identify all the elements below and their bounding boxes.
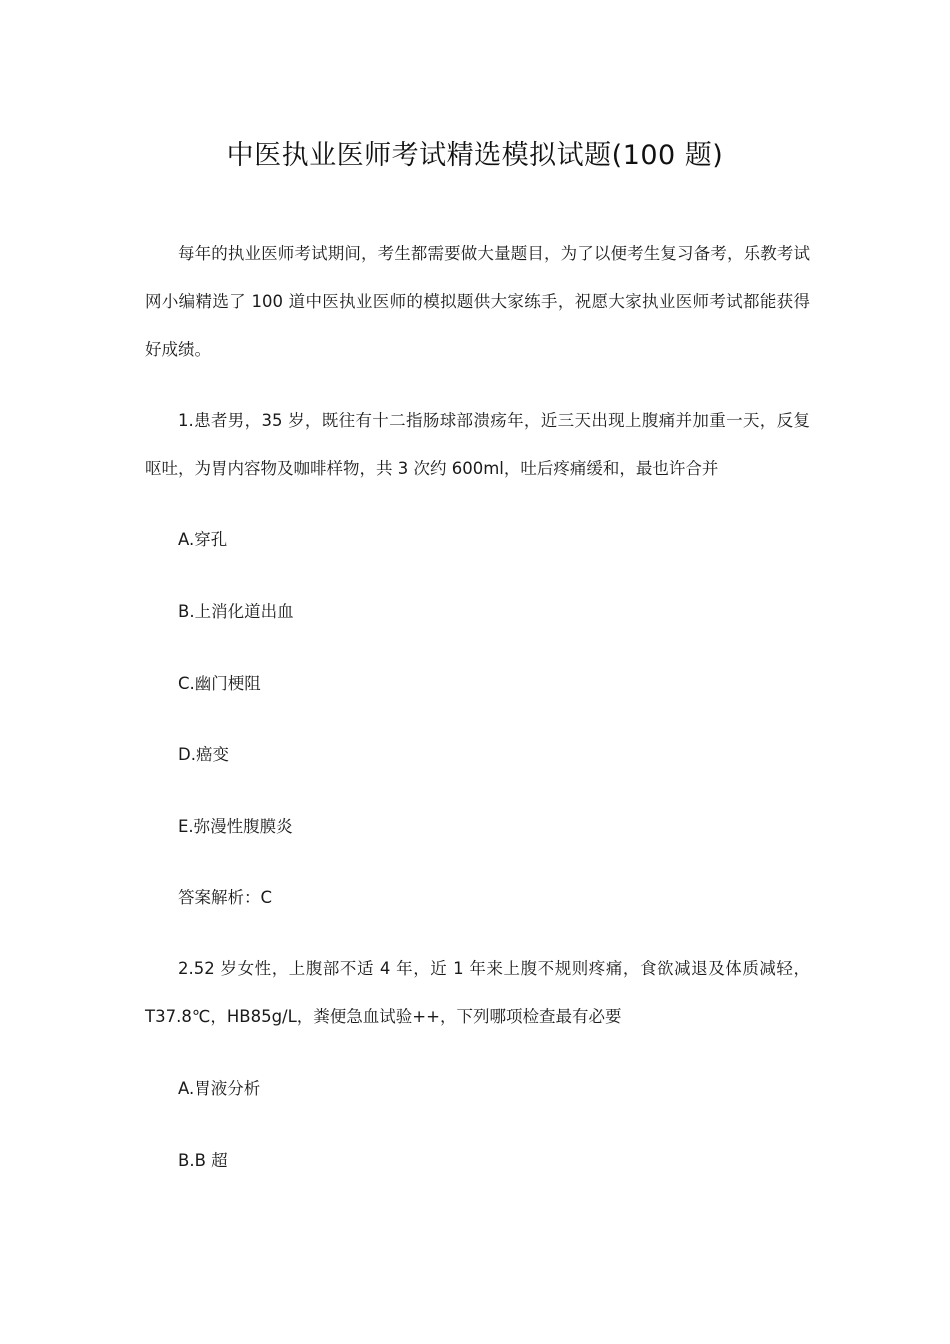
question-1-option-c: C.幽门梗阻 — [178, 674, 261, 693]
question-1-answer: 答案解析：C — [178, 888, 273, 907]
question-2-option-a: A.胃液分析 — [178, 1079, 261, 1098]
question-1-option-e: E.弥漫性腹膜炎 — [178, 817, 293, 836]
question-2-option-b: B.B 超 — [178, 1151, 228, 1170]
document-title: 中医执业医师考试精选模拟试题(100 题) — [226, 140, 724, 171]
question-1-option-a: A.穿孔 — [178, 530, 228, 549]
question-1-option-d: D.癌变 — [178, 745, 229, 764]
question-2-stem: 2.52 岁女性，上腹部不适 4 年，近 1 年来上腹不规则疼痛，食欲减退及体质减轻，T37.8℃，HB85g/L，粪便急血试验++，下列哪项检查最有必要 — [145, 959, 810, 1026]
intro-paragraph: 每年的执业医师考试期间，考生都需要做大量题目，为了以便考生复习备考，乐教考试网小编精选了 100 道中医执业医师的模拟题供大家练手，祝愿大家执业医师考试都能获得好成绩。 — [145, 244, 810, 359]
question-1-stem: 1.患者男，35 岁，既往有十二指肠球部溃疡年，近三天出现上腹痛并加重一天，反复呕吐，为胃内容物及咖啡样物，共 3 次约 600ml，吐后疼痛缓和，最也许合并 — [145, 411, 810, 478]
question-1-option-b: B.上消化道出血 — [178, 602, 294, 621]
